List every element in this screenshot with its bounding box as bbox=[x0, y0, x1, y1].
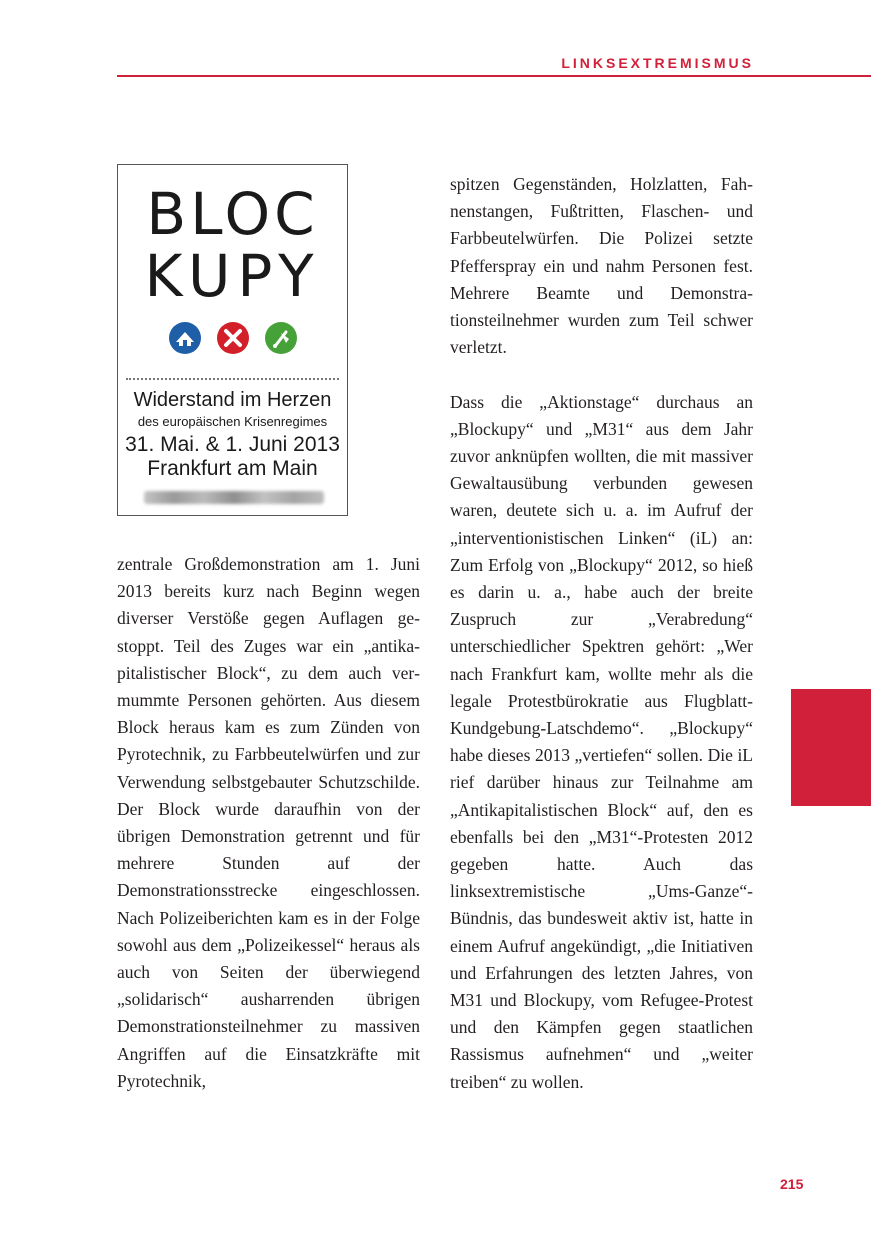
tools-icon bbox=[264, 321, 298, 355]
thumb-index-tab bbox=[791, 689, 871, 806]
poster-icons bbox=[118, 321, 347, 355]
house-icon bbox=[168, 321, 202, 355]
blockupy-poster bbox=[117, 164, 348, 516]
body-paragraph: zentrale Großdemonstration am 1. Juni 2013 bereits kurz nach Beginn wegen diverser Verstöße gegen Auflagen gestoppt. Teil des Zuges war ein „antikapitalistischer Block“, zu dem auch vermummte Personen gehörten. Aus diesem Block heraus kam es zum Zünden von Pyrotechnik, zu Farbbeutelwürfen und zur Verwendung selbstgebauter Schutzschilde. Der Block wurde daraufhin von der übrigen Demonstration getrennt und für mehrere Stunden auf der Demonstrationsstrecke eingeschlossen. Nach Polizeiberichten kam es in der Folge sowohl aus dem „Polizeikessel“ heraus als auch von Seiten der überwiegend „solidarisch“ ausharrenden übrigen Demonstrationsteilnehmer zu massiven Angriffen auf die Einsatzkräfte mit Pyrotechnik, bbox=[117, 554, 420, 1091]
poster-city: Frankfurt am Main bbox=[147, 457, 318, 480]
poster-logo-line1: BLOC bbox=[146, 180, 319, 248]
poster-date: 31. Mai. & 1. Juni 2013 bbox=[125, 433, 340, 456]
body-paragraph: Dass die „Aktionstage“ durchaus an „Blockupy“ und „M31“ aus dem Jahr zuvor anknüpfen wollten, die mit massiver Gewaltausübung verbunden gewesen waren, deutete sich u. a. im Aufruf der „interventionistischen Linken“ (iL) an: Zum Erfolg von „Blockupy“ 2012, so hieß es darin u. a., habe auch der breite Zuspruch zur „Verabredung“ unterschiedlicher Spektren gehört: „Wer nach Frankfurt kam, wollte mehr als die legale Protestbürokratie aus Flugblatt-Kundgebung-Latschdemo“. „Blockupy“ habe dieses 2013 „vertiefen“ sollen. Die iL rief darüber hinaus zur Teilnahme am „Antikapitalistischen Block“ auf, den es ebenfalls bei den „M31“-Protesten 2012 gegeben hatte. Auch das linksextremistische „Ums-Ganze“-Bündnis, das bundesweit aktiv ist, hatte in einem Aufruf angekündigt, „die Initiativen und Erfahrungen des letzten Jahres, von M31 und Blockupy, vom Refugee-Protest und den Kämpfen gegen staatlichen Rassismus aufnehmen“ und „weiter treiben“ zu wollen. bbox=[450, 391, 753, 1092]
header-rule bbox=[117, 75, 871, 77]
poster-headline: Widerstand im Herzen bbox=[133, 389, 332, 411]
page-number: 215 bbox=[780, 1176, 804, 1192]
poster-blurred-text bbox=[144, 491, 324, 504]
right-column bbox=[450, 171, 753, 1096]
left-column bbox=[117, 551, 420, 1095]
poster-divider bbox=[126, 378, 339, 380]
poster-subline: des europäischen Krisenregimes bbox=[137, 414, 328, 429]
body-paragraph: spitzen Gegenständen, Holzlatten, Fahnenstangen, Fußtritten, Flaschen- und Farbbeutelwürfen. Die Polizei setzte Pfefferspray ein und nahm Personen fest. Mehrere Beamte und Demonstrationsteilnehmer wurden zum Teil schwer verletzt. bbox=[450, 174, 753, 358]
section-title: LINKSEXTREMISMUS bbox=[561, 55, 754, 71]
cross-icon bbox=[216, 321, 250, 355]
poster-logo-line2: KUPY bbox=[144, 242, 321, 310]
